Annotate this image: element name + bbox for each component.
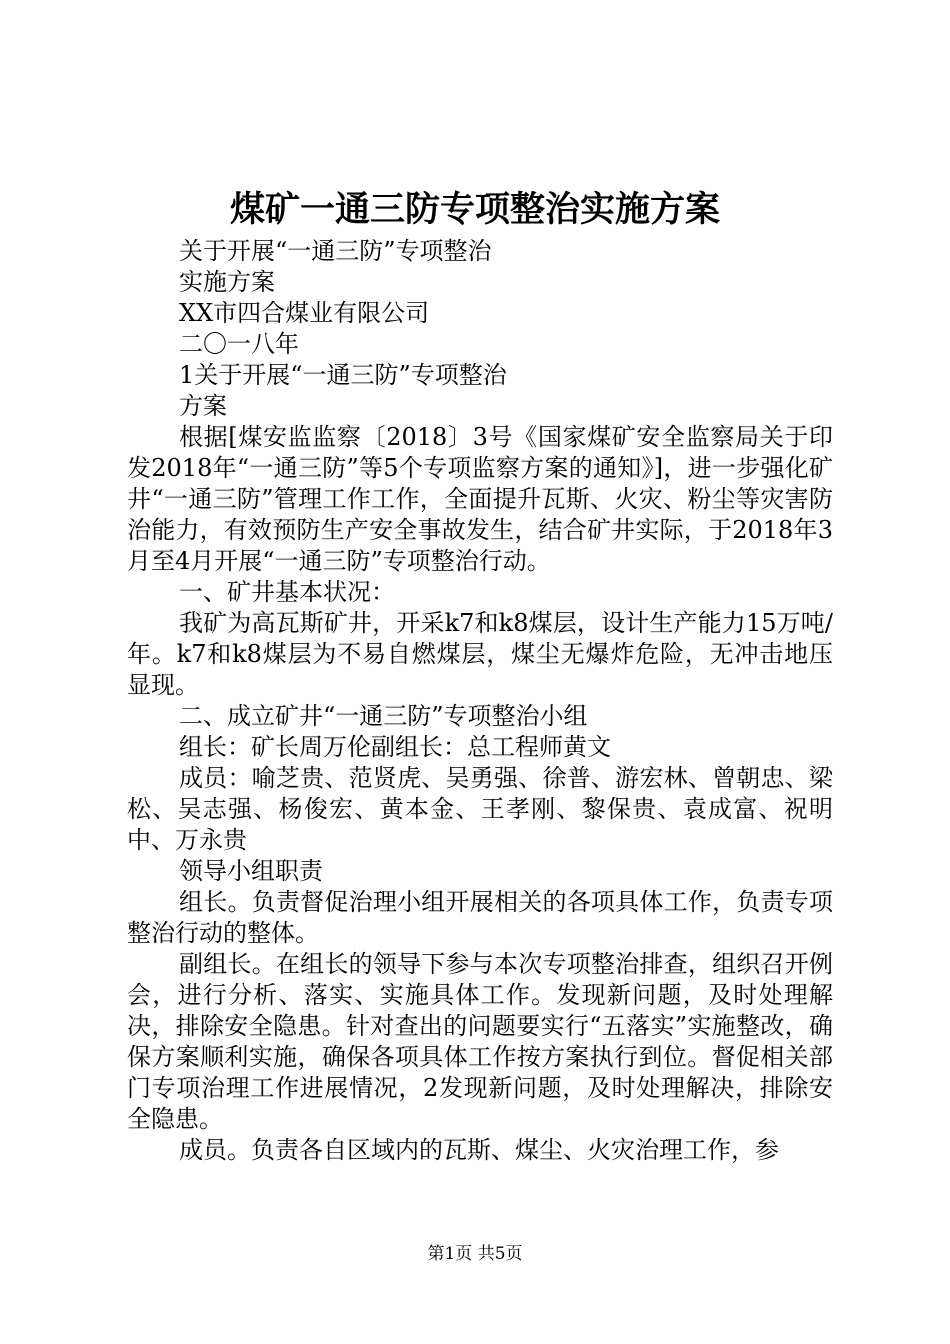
paragraph: 关于开展“一通三防”专项整治: [179, 237, 492, 265]
paragraph: 组长。负责督促治理小组开展相关的各项具体工作，负责专项整治行动的整体。: [127, 888, 833, 947]
paragraph: XX市四合煤业有限公司: [179, 299, 430, 327]
paragraph: 实施方案: [179, 268, 275, 296]
paragraph: 二、成立矿井“一通三防”专项整治小组: [179, 702, 588, 730]
document-body: [127, 236, 833, 1166]
paragraph: 副组长。在组长的领导下参与本次专项整治排查，组织召开例会，进行分析、落实、实施具体工作。发现新问题，及时处理解决，排除安全隐患。针对查出的问题要实行“五落实”实施整改，确保方案顺利实施，确保各项具体工作按方案执行到位。督促相关部门专项治理工作进展情况，2发现新问题，及时处理解决，排除安全隐患。: [127, 950, 833, 1133]
paragraph: 组长：矿长周万伦副组长：总工程师黄文: [179, 733, 611, 761]
paragraph: 方案: [179, 392, 227, 420]
paragraph: 领导小组职责: [179, 857, 323, 885]
paragraph: 1关于开展“一通三防”专项整治: [179, 361, 507, 389]
paragraph: 成员：喻芝贵、范贤虎、吴勇强、徐普、游宏林、曾朝忠、梁松、吴志强、杨俊宏、黄本金、王孝刚、黎保贵、袁成富、祝明中、万永贵: [127, 764, 833, 854]
paragraph: 一、矿井基本状况：: [179, 578, 395, 606]
page-footer: 第1页 共5页: [427, 1244, 523, 1264]
document-title: 煤矿一通三防专项整治实施方案: [229, 189, 720, 230]
paragraph: 二〇一八年: [179, 330, 299, 358]
paragraph: 成员。负责各自区域内的瓦斯、煤尘、火灾治理工作，参: [179, 1136, 779, 1164]
paragraph: 我矿为高瓦斯矿井，开采k7和k8煤层，设计生产能力15万吨/年。k7和k8煤层为不易自燃煤层，煤尘无爆炸危险，无冲击地压显现。: [127, 609, 833, 699]
paragraph: 根据[煤安监监察〔2018〕3号《国家煤矿安全监察局关于印发2018年“一通三防”等5个专项监察方案的通知》]，进一步强化矿井“一通三防”管理工作工作，全面提升瓦斯、火灾、粉尘等灾害防治能力，有效预防生产安全事故发生，结合矿井实际，于2018年3月至4月开展“一通三防”专项整治行动。: [127, 423, 833, 575]
